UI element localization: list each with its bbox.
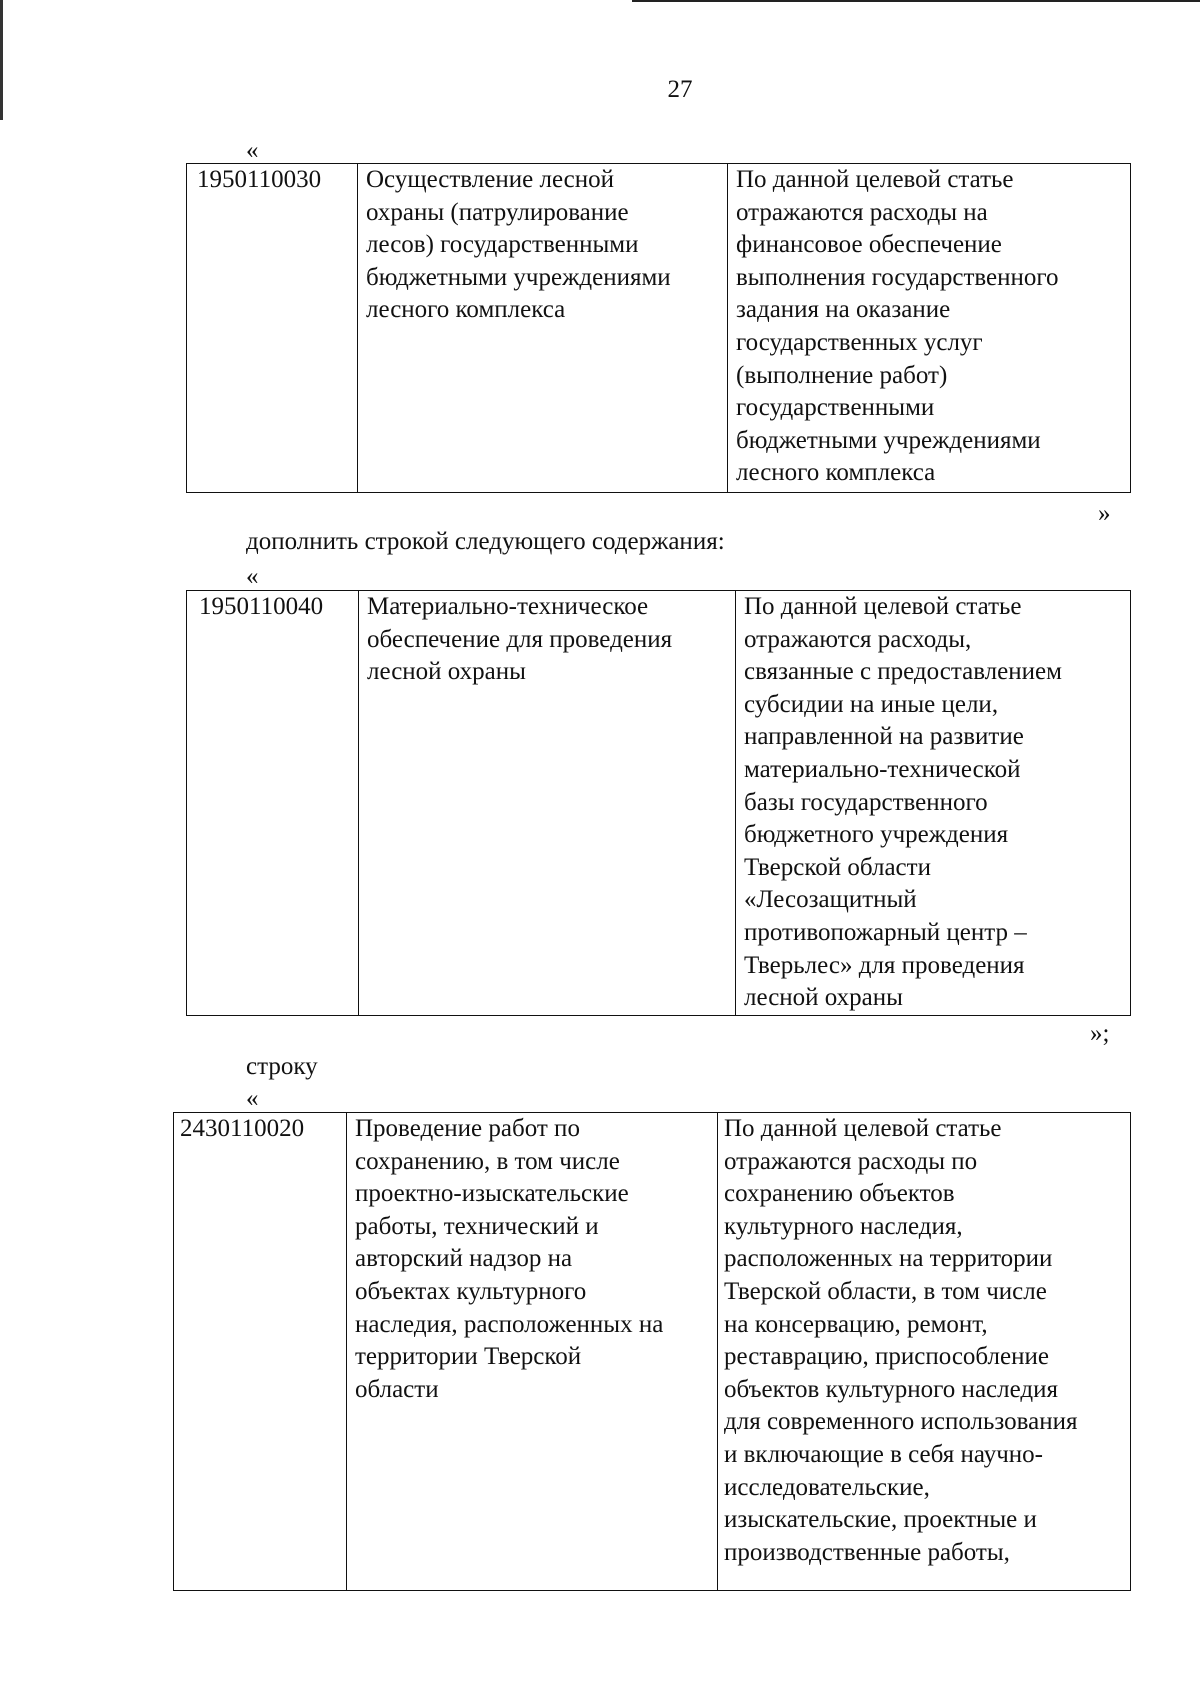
closing-quote: »;: [1090, 1020, 1110, 1047]
description-line: материально-технической: [744, 755, 1021, 783]
code-cell: [187, 164, 358, 493]
description-line: По данной целевой статье: [724, 1115, 1002, 1142]
name-line: бюджетными учреждениями: [366, 263, 671, 291]
description-line: производственные работы,: [724, 1538, 1010, 1566]
name-cell: [358, 164, 728, 493]
closing-quote: »: [1098, 500, 1111, 527]
description-line: реставрацию, приспособление: [724, 1343, 1049, 1371]
description-line: выполнения государственного: [736, 263, 1059, 291]
description-line: задания на оказание: [736, 296, 951, 324]
description-line: отражаются расходы,: [744, 625, 972, 653]
description-line: бюджетными учреждениями: [736, 426, 1041, 454]
name-cell: [359, 591, 736, 1016]
description-line: связанные с предоставлением: [744, 658, 1062, 686]
description-line: сохранению объектов: [724, 1180, 955, 1208]
table-row: [187, 164, 1131, 493]
description-line: культурного наследия,: [724, 1212, 963, 1240]
description-line: (выполнение работ): [736, 361, 948, 389]
description-line: «Лесозащитный: [744, 886, 917, 914]
name-line: работы, технический и: [355, 1212, 599, 1240]
description-line: По данной целевой статье: [744, 593, 1022, 620]
description-line: государственных услуг: [736, 328, 983, 356]
table-row: [187, 591, 1131, 1016]
budget-table-1: [186, 163, 1131, 493]
description-line: направленной на развитие: [744, 723, 1024, 751]
code-cell: [174, 1113, 347, 1591]
name-line: территории Тверской: [355, 1343, 582, 1371]
name-cell: [347, 1113, 718, 1591]
description-cell: [728, 164, 1131, 493]
description-line: для современного использования: [724, 1408, 1078, 1436]
description-line: отражаются расходы на: [736, 198, 988, 226]
name-line: лесной охраны: [367, 658, 526, 686]
description-line: и включающие в себя научно-: [724, 1440, 1043, 1468]
name-line: обеспечение для проведения: [367, 625, 673, 653]
description-line: лесной охраны: [744, 984, 903, 1012]
scan-edge-top: [632, 0, 1200, 2]
budget-table-3: [173, 1112, 1131, 1591]
table-row: [174, 1113, 1131, 1591]
description-line: лесного комплекса: [736, 459, 936, 487]
name-line: области: [355, 1375, 439, 1403]
name-line: Проведение работ по: [355, 1115, 580, 1142]
code-cell: [187, 591, 359, 1016]
description-line: базы государственного: [744, 788, 988, 816]
name-line: Осуществление лесной: [366, 166, 615, 193]
description-line: отражаются расходы по: [724, 1147, 978, 1175]
description-line: изыскательские, проектные и: [724, 1506, 1037, 1534]
code-text: 1950110040: [199, 593, 324, 620]
description-line: государственными: [736, 394, 935, 422]
description-line: бюджетного учреждения: [744, 821, 1009, 849]
name-line: лесного комплекса: [366, 296, 566, 324]
description-line: Тверской области, в том числе: [724, 1277, 1047, 1305]
name-line: авторский надзор на: [355, 1245, 573, 1273]
description-cell: [718, 1113, 1131, 1591]
name-line: Материально-техническое: [367, 593, 649, 620]
description-line: исследовательские,: [724, 1473, 930, 1501]
description-line: Тверской области: [744, 853, 931, 881]
code-text: 2430110020: [180, 1115, 305, 1142]
instruction-paragraph: строку: [246, 1053, 318, 1080]
description-line: противопожарный центр –: [744, 918, 1027, 946]
opening-quote: «: [246, 1085, 259, 1112]
name-line: лесов) государственными: [366, 231, 639, 259]
description-line: По данной целевой статье: [736, 166, 1014, 193]
description-line: объектов культурного наследия: [724, 1375, 1058, 1403]
code-text: 1950110030: [197, 166, 322, 193]
description-line: расположенных на территории: [724, 1245, 1053, 1273]
opening-quote: «: [246, 563, 259, 590]
description-cell: [736, 591, 1131, 1016]
instruction-paragraph: дополнить строкой следующего содержания:: [246, 528, 725, 555]
description-line: Тверьлес» для проведения: [744, 951, 1025, 979]
budget-table-2: [186, 590, 1131, 1016]
description-line: субсидии на иные цели,: [744, 690, 999, 718]
name-line: сохранению, в том числе: [355, 1147, 620, 1175]
name-line: охраны (патрулирование: [366, 198, 629, 226]
description-line: финансовое обеспечение: [736, 231, 1002, 259]
description-line: на консервацию, ремонт,: [724, 1310, 988, 1338]
opening-quote: «: [246, 137, 259, 164]
page-number: 27: [667, 76, 693, 103]
name-line: наследия, расположенных на: [355, 1310, 664, 1338]
name-line: проектно-изыскательские: [355, 1180, 629, 1208]
name-line: объектах культурного: [355, 1277, 587, 1305]
